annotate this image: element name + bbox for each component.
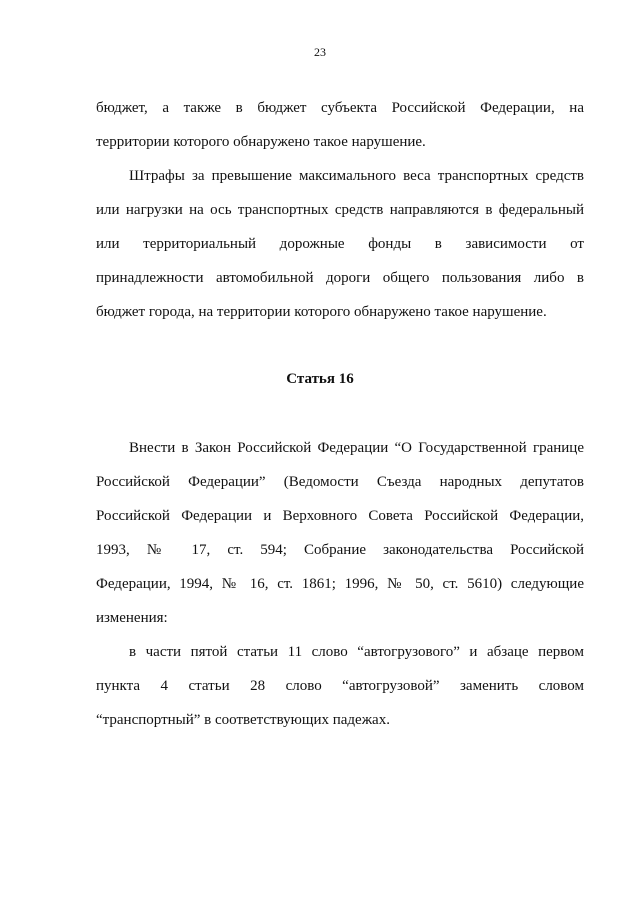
paragraph-line: Российской Федерации и Верховного Совета Российской Федерации, <box>96 508 584 524</box>
paragraph-line: территории которого обнаружено такое нарушение. <box>96 134 426 150</box>
paragraph-line: Федерации, 1994, № 16, ст. 1861; 1996, № 50, ст. 5610) следующие <box>96 576 584 592</box>
paragraph-line: изменения: <box>96 610 168 626</box>
paragraph-line: Штрафы за превышение максимального веса транспортных средств <box>129 168 584 184</box>
paragraph-line: бюджет, а также в бюджет субъекта Российской Федерации, на <box>96 100 584 116</box>
paragraph-line: в части пятой статьи 11 слово “автогрузового” и абзаце первом <box>129 644 584 660</box>
paragraph-line: 1993, № 17, ст. 594; Собрание законодательства Российской <box>96 542 584 558</box>
paragraph-line: Российской Федерации” (Ведомости Съезда народных депутатов <box>96 474 584 490</box>
article-heading: Статья 16 <box>286 371 354 387</box>
page-number: 23 <box>314 45 326 59</box>
paragraph-line: принадлежности автомобильной дороги общего пользования либо в <box>96 270 584 286</box>
paragraph-line: “транспортный” в соответствующих падежах. <box>96 712 390 728</box>
paragraph-line: или территориальный дорожные фонды в зависимости от <box>96 236 584 252</box>
paragraph-line: бюджет города, на территории которого обнаружено такое нарушение. <box>96 304 547 320</box>
paragraph-line: или нагрузки на ось транспортных средств направляются в федеральный <box>96 202 584 218</box>
paragraph-line: Внести в Закон Российской Федерации “О Государственной границе <box>129 440 584 456</box>
paragraph-line: пункта 4 статьи 28 слово “автогрузовой” заменить словом <box>96 678 584 694</box>
